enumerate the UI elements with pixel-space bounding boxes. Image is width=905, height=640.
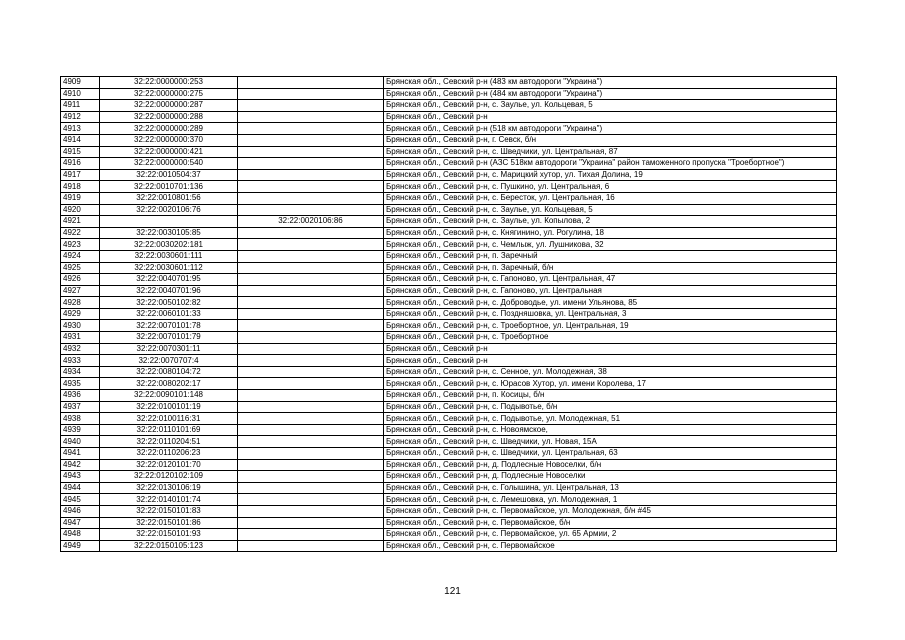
cadastral-number-cell: 32:22:0070301:11 [100, 343, 238, 355]
table-row [61, 343, 837, 355]
address-cell: Брянская обл., Севский р-н, с. Заулье, ул. Кольцевая, 5 [384, 100, 837, 112]
address-cell: Брянская обл., Севский р-н, с. Шведчики, ул. Новая, 15А [384, 436, 837, 448]
address-cell: Брянская обл., Севский р-н, с. Сенное, ул. Молодежная, 38 [384, 366, 837, 378]
cadastral-number-cell: 32:22:0100101:19 [100, 401, 238, 413]
row-number-cell: 4919 [61, 192, 100, 204]
address-cell: Брянская обл., Севский р-н, с. Бересток, ул. Центральная, 16 [384, 192, 837, 204]
cadastral-number-cell: 32:22:0030202:181 [100, 239, 238, 251]
address-cell: Брянская обл., Севский р-н, с. Подывотье, б/н [384, 401, 837, 413]
previous-number-cell [238, 123, 384, 135]
address-cell: Брянская обл., Севский р-н, с. Шведчики, ул. Центральная, 87 [384, 146, 837, 158]
previous-number-cell [238, 413, 384, 425]
row-number-cell: 4929 [61, 308, 100, 320]
cadastral-number-cell: 32:22:0130106:19 [100, 482, 238, 494]
table-row [61, 332, 837, 344]
cadastral-number-cell: 32:22:0080202:17 [100, 378, 238, 390]
address-cell: Брянская обл., Севский р-н, д. Подлесные Новоселки [384, 471, 837, 483]
row-number-cell: 4936 [61, 390, 100, 402]
row-number-cell: 4941 [61, 448, 100, 460]
cadastral-number-cell: 32:22:0020106:76 [100, 204, 238, 216]
table-row [61, 146, 837, 158]
previous-number-cell [238, 471, 384, 483]
cadastral-number-cell: 32:22:0010801:56 [100, 192, 238, 204]
cadastral-number-cell: 32:22:0150101:86 [100, 517, 238, 529]
previous-number-cell [238, 343, 384, 355]
table-row [61, 77, 837, 89]
cadastral-number-cell: 32:22:0000000:370 [100, 134, 238, 146]
previous-number-cell [238, 111, 384, 123]
table-row [61, 181, 837, 193]
previous-number-cell [238, 181, 384, 193]
address-cell: Брянская обл., Севский р-н, с. Первомайское, б/н [384, 517, 837, 529]
cadastral-number-cell: 32:22:0110206:23 [100, 448, 238, 460]
table-row [61, 308, 837, 320]
table-row [61, 459, 837, 471]
previous-number-cell [238, 424, 384, 436]
table-row [61, 100, 837, 112]
cadastral-number-cell: 32:22:0010701:136 [100, 181, 238, 193]
cadastral-number-cell: 32:22:0060101:33 [100, 308, 238, 320]
row-number-cell: 4945 [61, 494, 100, 506]
row-number-cell: 4918 [61, 181, 100, 193]
previous-number-cell [238, 332, 384, 344]
previous-number-cell [238, 262, 384, 274]
row-number-cell: 4912 [61, 111, 100, 123]
row-number-cell: 4911 [61, 100, 100, 112]
cadastral-number-cell: 32:22:0070101:79 [100, 332, 238, 344]
address-cell: Брянская обл., Севский р-н, с. Заулье, ул. Копылова, 2 [384, 216, 837, 228]
row-number-cell: 4921 [61, 216, 100, 228]
address-cell: Брянская обл., Севский р-н, с. Троебортное [384, 332, 837, 344]
previous-number-cell [238, 134, 384, 146]
row-number-cell: 4922 [61, 227, 100, 239]
address-cell: Брянская обл., Севский р-н (484 км автодороги "Украина") [384, 88, 837, 100]
table-row [61, 390, 837, 402]
row-number-cell: 4916 [61, 158, 100, 170]
address-cell: Брянская обл., Севский р-н, с. Заулье, ул. Кольцевая, 5 [384, 204, 837, 216]
table-row [61, 540, 837, 552]
previous-number-cell [238, 436, 384, 448]
address-cell: Брянская обл., Севский р-н, с. Доброводье, ул. имени Ульянова, 85 [384, 297, 837, 309]
table-row [61, 227, 837, 239]
previous-number-cell [238, 100, 384, 112]
cadastral-number-cell [100, 216, 238, 228]
row-number-cell: 4940 [61, 436, 100, 448]
cadastral-number-cell: 32:22:0000000:287 [100, 100, 238, 112]
table-row [61, 204, 837, 216]
table-row [61, 355, 837, 367]
previous-number-cell [238, 158, 384, 170]
previous-number-cell [238, 459, 384, 471]
address-cell: Брянская обл., Севский р-н, с. Первомайское, ул. 65 Армии, 2 [384, 529, 837, 541]
address-cell: Брянская обл., Севский р-н, с. Гапоново, ул. Центральная, 47 [384, 274, 837, 286]
address-cell: Брянская обл., Севский р-н, с. Гапоново, ул. Центральная [384, 285, 837, 297]
address-cell: Брянская обл., Севский р-н, с. Поздняшовка, ул. Центральная, 3 [384, 308, 837, 320]
address-cell: Брянская обл., Севский р-н, с. Княгинино, ул. Рогулина, 18 [384, 227, 837, 239]
table-body [61, 77, 837, 552]
previous-number-cell [238, 448, 384, 460]
cadastral-number-cell: 32:22:0000000:275 [100, 88, 238, 100]
property-table [60, 76, 837, 552]
cadastral-number-cell: 32:22:0080104:72 [100, 366, 238, 378]
address-cell: Брянская обл., Севский р-н [384, 343, 837, 355]
table-row [61, 239, 837, 251]
address-cell: Брянская обл., Севский р-н, п. Косицы, б/н [384, 390, 837, 402]
address-cell: Брянская обл., Севский р-н (483 км автодороги "Украина") [384, 77, 837, 89]
cadastral-number-cell: 32:22:0110101:69 [100, 424, 238, 436]
address-cell: Брянская обл., Севский р-н (АЗС 518км автодороги "Украина" район таможенного пропуска "Троебортное") [384, 158, 837, 170]
cadastral-number-cell: 32:22:0100116:31 [100, 413, 238, 425]
previous-number-cell [238, 494, 384, 506]
address-cell: Брянская обл., Севский р-н, с. Марицкий хутор, ул. Тихая Долина, 19 [384, 169, 837, 181]
address-cell: Брянская обл., Севский р-н, с. Троебортное, ул. Центральная, 19 [384, 320, 837, 332]
previous-number-cell [238, 88, 384, 100]
previous-number-cell [238, 146, 384, 158]
row-number-cell: 4946 [61, 505, 100, 517]
previous-number-cell [238, 401, 384, 413]
row-number-cell: 4944 [61, 482, 100, 494]
row-number-cell: 4938 [61, 413, 100, 425]
cadastral-number-cell: 32:22:0150101:93 [100, 529, 238, 541]
previous-number-cell [238, 482, 384, 494]
row-number-cell: 4926 [61, 274, 100, 286]
page-number: 121 [444, 586, 461, 597]
table-row [61, 262, 837, 274]
address-cell: Брянская обл., Севский р-н, с. Подывотье, ул. Молодежная, 51 [384, 413, 837, 425]
row-number-cell: 4909 [61, 77, 100, 89]
cadastral-number-cell: 32:22:0090101:148 [100, 390, 238, 402]
address-cell: Брянская обл., Севский р-н, г. Севск, б/н [384, 134, 837, 146]
table-row [61, 413, 837, 425]
address-cell: Брянская обл., Севский р-н, с. Голышина, ул. Центральная, 13 [384, 482, 837, 494]
previous-number-cell [238, 378, 384, 390]
previous-number-cell [238, 505, 384, 517]
previous-number-cell: 32:22:0020106:86 [238, 216, 384, 228]
row-number-cell: 4927 [61, 285, 100, 297]
previous-number-cell [238, 227, 384, 239]
table-row [61, 378, 837, 390]
table-row [61, 401, 837, 413]
previous-number-cell [238, 192, 384, 204]
previous-number-cell [238, 517, 384, 529]
cadastral-number-cell: 32:22:0140101:74 [100, 494, 238, 506]
cadastral-number-cell: 32:22:0070101:78 [100, 320, 238, 332]
row-number-cell: 4937 [61, 401, 100, 413]
cadastral-number-cell: 32:22:0030105:85 [100, 227, 238, 239]
table-row [61, 517, 837, 529]
previous-number-cell [238, 285, 384, 297]
cadastral-number-cell: 32:22:0120101:70 [100, 459, 238, 471]
table-row [61, 250, 837, 262]
address-cell: Брянская обл., Севский р-н, п. Заречный, б/н [384, 262, 837, 274]
row-number-cell: 4924 [61, 250, 100, 262]
row-number-cell: 4949 [61, 540, 100, 552]
row-number-cell: 4948 [61, 529, 100, 541]
row-number-cell: 4925 [61, 262, 100, 274]
cadastral-number-cell: 32:22:0070707:4 [100, 355, 238, 367]
table-row [61, 274, 837, 286]
previous-number-cell [238, 390, 384, 402]
previous-number-cell [238, 274, 384, 286]
cadastral-number-cell: 32:22:0150105:123 [100, 540, 238, 552]
table-row [61, 529, 837, 541]
cadastral-number-cell: 32:22:0010504:37 [100, 169, 238, 181]
previous-number-cell [238, 77, 384, 89]
row-number-cell: 4934 [61, 366, 100, 378]
cadastral-number-cell: 32:22:0030601:112 [100, 262, 238, 274]
table-row [61, 482, 837, 494]
address-cell: Брянская обл., Севский р-н, с. Новоямское, [384, 424, 837, 436]
address-cell: Брянская обл., Севский р-н, п. Заречный [384, 250, 837, 262]
row-number-cell: 4917 [61, 169, 100, 181]
cadastral-number-cell: 32:22:0120102:109 [100, 471, 238, 483]
table-row [61, 436, 837, 448]
table-row [61, 285, 837, 297]
row-number-cell: 4915 [61, 146, 100, 158]
previous-number-cell [238, 355, 384, 367]
cadastral-number-cell: 32:22:0000000:253 [100, 77, 238, 89]
table-row [61, 158, 837, 170]
previous-number-cell [238, 250, 384, 262]
row-number-cell: 4932 [61, 343, 100, 355]
table-row [61, 169, 837, 181]
previous-number-cell [238, 320, 384, 332]
address-cell: Брянская обл., Севский р-н, с. Первомайское, ул. Молодежная, б/н #45 [384, 505, 837, 517]
cadastral-number-cell: 32:22:0150101:83 [100, 505, 238, 517]
address-cell: Брянская обл., Севский р-н, д. Подлесные Новоселки, б/н [384, 459, 837, 471]
row-number-cell: 4942 [61, 459, 100, 471]
cadastral-number-cell: 32:22:0110204:51 [100, 436, 238, 448]
cadastral-number-cell: 32:22:0050102:82 [100, 297, 238, 309]
table-row [61, 505, 837, 517]
previous-number-cell [238, 529, 384, 541]
previous-number-cell [238, 297, 384, 309]
table-row [61, 216, 837, 228]
address-cell: Брянская обл., Севский р-н [384, 355, 837, 367]
table-row [61, 424, 837, 436]
address-cell: Брянская обл., Севский р-н, с. Первомайское [384, 540, 837, 552]
previous-number-cell [238, 366, 384, 378]
table-row [61, 134, 837, 146]
cadastral-number-cell: 32:22:0000000:421 [100, 146, 238, 158]
table-row [61, 320, 837, 332]
cadastral-number-cell: 32:22:0000000:540 [100, 158, 238, 170]
row-number-cell: 4947 [61, 517, 100, 529]
row-number-cell: 4920 [61, 204, 100, 216]
table-row [61, 111, 837, 123]
table-row [61, 494, 837, 506]
address-cell: Брянская обл., Севский р-н [384, 111, 837, 123]
address-cell: Брянская обл., Севский р-н, с. Лемешовка, ул. Молодежная, 1 [384, 494, 837, 506]
table-row [61, 448, 837, 460]
table-row [61, 123, 837, 135]
previous-number-cell [238, 239, 384, 251]
row-number-cell: 4930 [61, 320, 100, 332]
previous-number-cell [238, 540, 384, 552]
previous-number-cell [238, 204, 384, 216]
row-number-cell: 4931 [61, 332, 100, 344]
row-number-cell: 4923 [61, 239, 100, 251]
address-cell: Брянская обл., Севский р-н, с. Пушкино, ул. Центральная, 6 [384, 181, 837, 193]
row-number-cell: 4943 [61, 471, 100, 483]
previous-number-cell [238, 308, 384, 320]
table-row [61, 366, 837, 378]
cadastral-number-cell: 32:22:0040701:96 [100, 285, 238, 297]
address-cell: Брянская обл., Севский р-н, с. Юрасов Хутор, ул. имени Королева, 17 [384, 378, 837, 390]
row-number-cell: 4910 [61, 88, 100, 100]
cadastral-number-cell: 32:22:0030601:111 [100, 250, 238, 262]
cadastral-number-cell: 32:22:0040701:95 [100, 274, 238, 286]
table-row [61, 297, 837, 309]
row-number-cell: 4913 [61, 123, 100, 135]
row-number-cell: 4933 [61, 355, 100, 367]
address-cell: Брянская обл., Севский р-н, с. Чемлыж, ул. Лушникова, 32 [384, 239, 837, 251]
table-row [61, 88, 837, 100]
row-number-cell: 4939 [61, 424, 100, 436]
row-number-cell: 4935 [61, 378, 100, 390]
address-cell: Брянская обл., Севский р-н, с. Шведчики, ул. Центральная, 63 [384, 448, 837, 460]
cadastral-number-cell: 32:22:0000000:288 [100, 111, 238, 123]
table-row [61, 471, 837, 483]
row-number-cell: 4914 [61, 134, 100, 146]
cadastral-number-cell: 32:22:0000000:289 [100, 123, 238, 135]
previous-number-cell [238, 169, 384, 181]
table-row [61, 192, 837, 204]
row-number-cell: 4928 [61, 297, 100, 309]
address-cell: Брянская обл., Севский р-н (518 км автодороги "Украина") [384, 123, 837, 135]
